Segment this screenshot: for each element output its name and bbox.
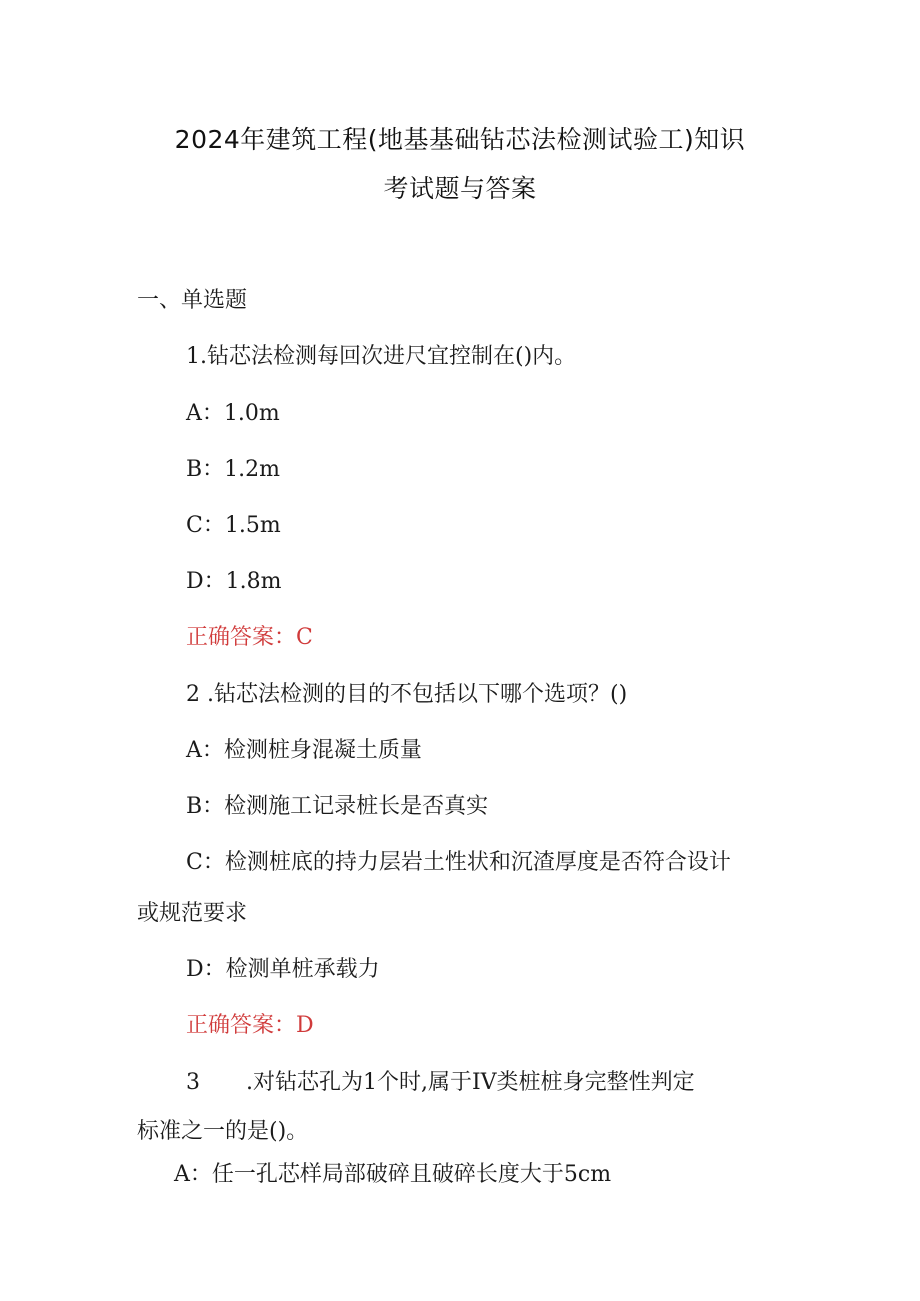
- question-2-answer: 正确答案：D: [186, 1013, 314, 1038]
- question-1-answer: 正确答案：C: [186, 625, 313, 650]
- question-1-option-a: A：1.0m: [186, 401, 280, 426]
- question-2-option-c-continued: 或规范要求: [137, 901, 248, 926]
- question-3-option-a: A：任一孔芯样局部破碎且破碎长度大于5cm: [174, 1162, 612, 1187]
- question-2-option-a: A：检测桩身混凝土质量: [186, 738, 422, 763]
- question-1-option-d: D：1.8m: [186, 569, 282, 594]
- document-title-line-1: 2024年建筑工程(地基基础钻芯法检测试验工)知识: [174, 125, 746, 154]
- question-1-stem: 1.钻芯法检测每回次进尺宜控制在()内。: [186, 344, 577, 369]
- question-1-option-c: C：1.5m: [186, 513, 281, 538]
- question-2-option-c: C：检测桩底的持力层岩土性状和沉渣厚度是否符合设计: [186, 850, 731, 875]
- question-3-stem-continued: 标准之一的是()。: [137, 1119, 309, 1144]
- question-3-number: 3: [186, 1070, 200, 1095]
- section-heading: 一、单选题: [137, 288, 248, 313]
- document-title-line-2: 考试题与答案: [383, 174, 537, 203]
- question-2-option-b: B：检测施工记录桩长是否真实: [186, 794, 489, 819]
- question-2-stem: 2 .钻芯法检测的目的不包括以下哪个选项？(): [186, 682, 628, 707]
- question-1-option-b: B：1.2m: [186, 457, 281, 482]
- question-3-stem: .对钻芯孔为1个时,属于IV类桩桩身完整性判定: [246, 1070, 695, 1095]
- question-2-option-d: D：检测单桩承载力: [186, 957, 380, 982]
